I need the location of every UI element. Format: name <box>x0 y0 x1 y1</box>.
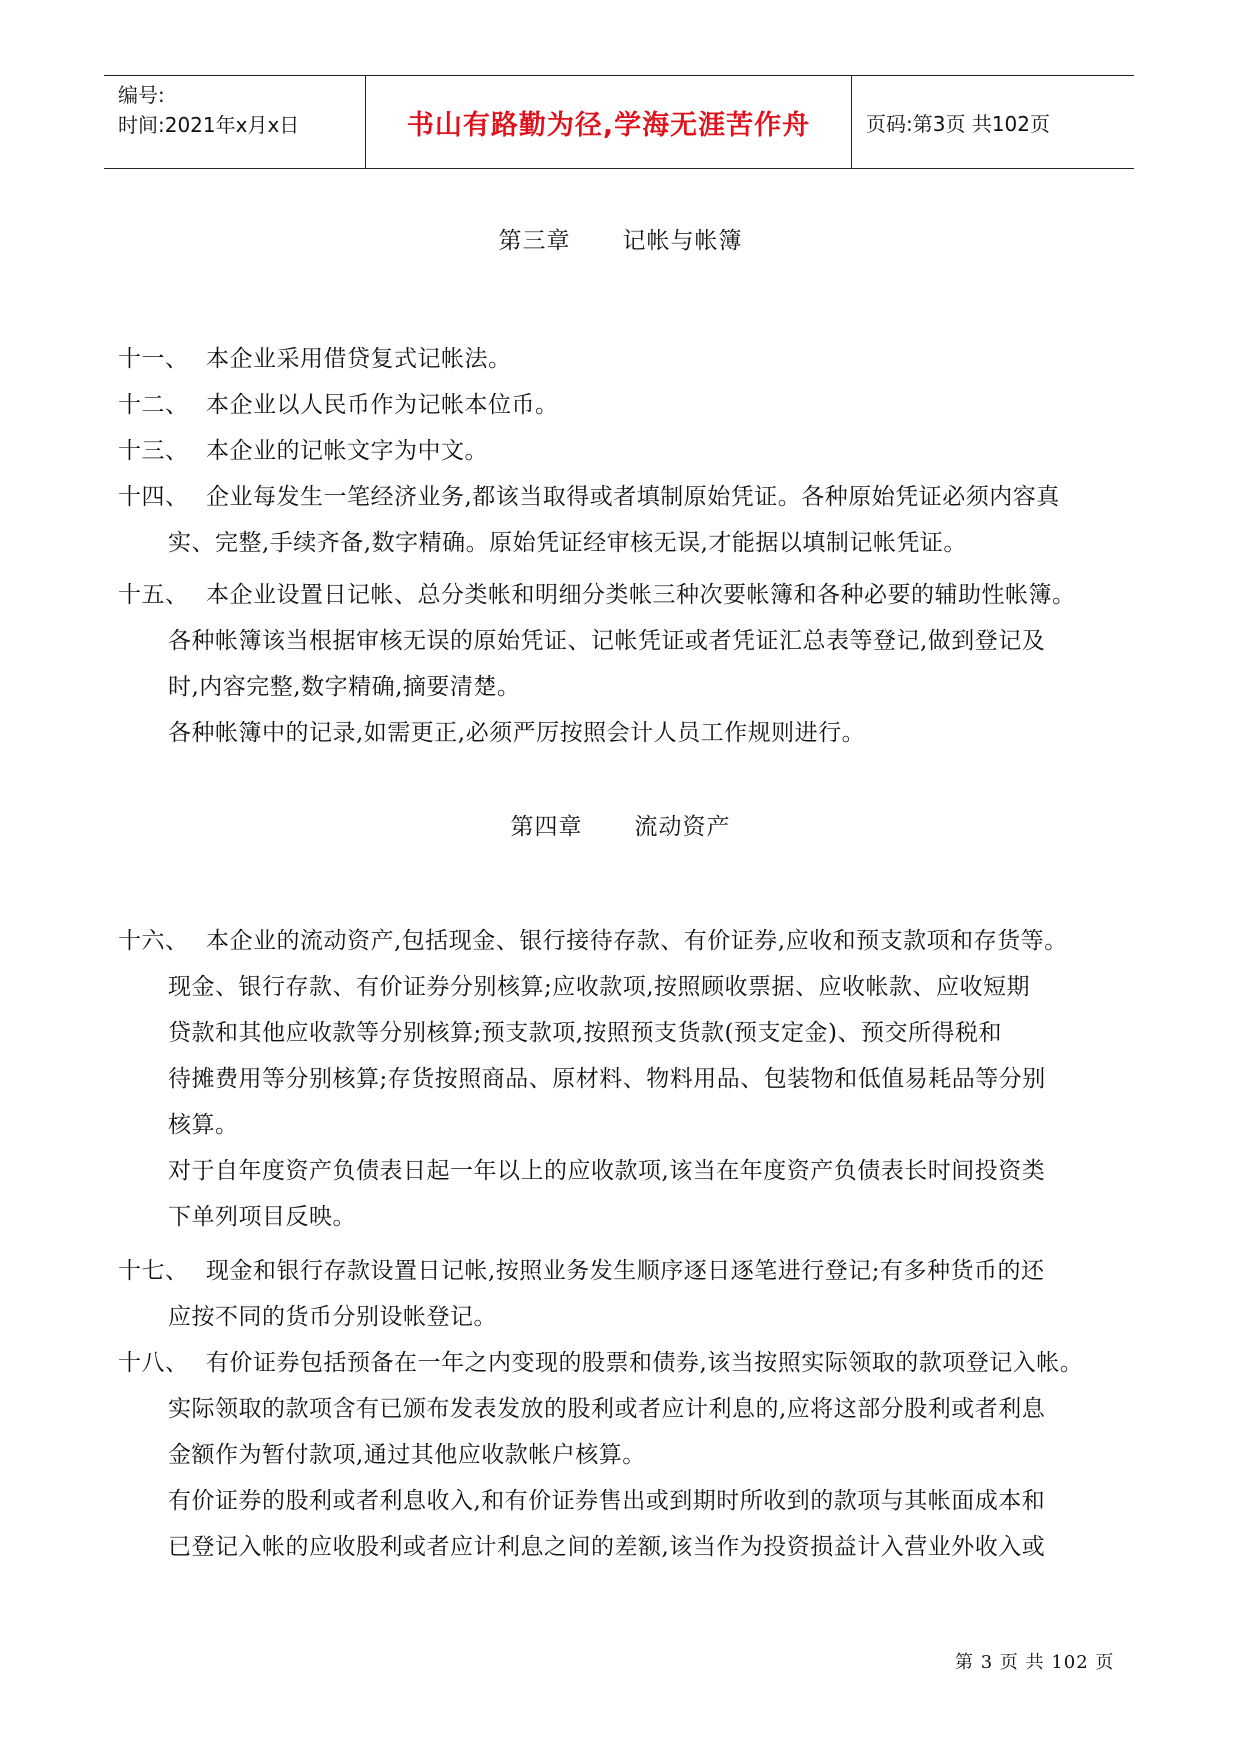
article-14 <box>118 474 1128 566</box>
article-11 <box>118 336 1128 382</box>
article-text: 核算。 <box>168 1112 239 1138</box>
article-text: 各种帐簿该当根据审核无误的原始凭证、记帐凭证或者凭证汇总表等登记,做到登记及 <box>168 628 1046 654</box>
article-15 <box>118 572 1128 756</box>
article-18 <box>118 1340 1128 1570</box>
article-number: 十七、 <box>118 1258 189 1284</box>
motto-text: 书山有路勤为径,学海无涯苦作舟 <box>406 109 811 141</box>
article-number: 十八、 <box>118 1350 189 1376</box>
article-text: 本企业设置日记帐、总分类帐和明细分类帐三种次要帐簿和各种必要的辅助性帐簿。 <box>206 582 1076 608</box>
article-number: 十一、 <box>118 346 189 372</box>
header-meta <box>104 76 366 168</box>
article-number: 十五、 <box>118 582 189 608</box>
article-number: 十二、 <box>118 392 189 418</box>
page-indicator: 页码:第3页 共102页 <box>866 111 1050 136</box>
article-text: 时,内容完整,数字精确,摘要清楚。 <box>168 674 521 700</box>
article-text: 对于自年度资产负债表日起一年以上的应收款项,该当在年度资产负债表长时间投资类 <box>168 1158 1046 1184</box>
article-text: 本企业采用借贷复式记帐法。 <box>206 346 512 372</box>
header-page-cell <box>852 76 1134 168</box>
article-text: 本企业的记帐文字为中文。 <box>206 438 488 464</box>
article-text: 企业每发生一笔经济业务,都该当取得或者填制原始凭证。各种原始凭证必须内容真 <box>206 484 1060 510</box>
chapter-three-number: 第三章 <box>498 228 571 254</box>
article-text: 下单列项目反映。 <box>168 1204 356 1230</box>
page-footer <box>955 1648 1114 1674</box>
article-text: 现金和银行存款设置日记帐,按照业务发生顺序逐日逐笔进行登记;有多种货币的还 <box>206 1258 1045 1284</box>
chapter-four-heading <box>0 808 1241 841</box>
article-text: 有价证券包括预备在一年之内变现的股票和债券,该当按照实际领取的款项登记入帐。 <box>206 1350 1084 1376</box>
document-number-label: 编号: <box>118 83 165 107</box>
article-17 <box>118 1248 1128 1340</box>
article-number: 十六、 <box>118 928 189 954</box>
article-12 <box>118 382 1128 428</box>
article-16 <box>118 918 1128 1240</box>
article-text: 已登记入帐的应收股利或者应计利息之间的差额,该当作为投资损益计入营业外收入或 <box>168 1534 1046 1560</box>
chapter-three-title: 记帐与帐簿 <box>622 228 743 254</box>
chapter-four-title: 流动资产 <box>634 814 731 840</box>
article-number: 十四、 <box>118 484 189 510</box>
article-text: 金额作为暂付款项,通过其他应收款帐户核算。 <box>168 1442 646 1468</box>
article-text: 待摊费用等分别核算;存货按照商品、原材料、物料用品、包装物和低值易耗品等分别 <box>168 1066 1046 1092</box>
article-text: 现金、银行存款、有价证券分别核算;应收款项,按照顾收票据、应收帐款、应收短期 <box>168 974 1031 1000</box>
chapter-three-heading <box>0 222 1241 255</box>
header-motto-cell <box>366 76 852 168</box>
article-text: 本企业以人民币作为记帐本位币。 <box>206 392 559 418</box>
article-text: 本企业的流动资产,包括现金、银行接待存款、有价证券,应收和预支款项和存货等。 <box>206 928 1068 954</box>
article-13 <box>118 428 1128 474</box>
page-header <box>104 75 1134 169</box>
chapter-four-number: 第四章 <box>510 814 583 840</box>
article-text: 实、完整,手续齐备,数字精确。原始凭证经审核无误,才能据以填制记帐凭证。 <box>168 530 967 556</box>
article-text: 各种帐簿中的记录,如需更正,必须严厉按照会计人员工作规则进行。 <box>168 720 866 746</box>
article-text: 应按不同的货币分别设帐登记。 <box>168 1304 497 1330</box>
document-time-label: 时间:2021年x月x日 <box>118 113 300 137</box>
article-text: 有价证券的股利或者利息收入,和有价证券售出或到期时所收到的款项与其帐面成本和 <box>168 1488 1046 1514</box>
footer-page-number: 第 3 页 共 102 页 <box>955 1652 1115 1673</box>
article-text: 贷款和其他应收款等分别核算;预支款项,按照预支货款(预支定金)、预交所得税和 <box>168 1020 1003 1046</box>
article-text: 实际领取的款项含有已颁布发表发放的股利或者应计利息的,应将这部分股利或者利息 <box>168 1396 1046 1422</box>
article-number: 十三、 <box>118 438 189 464</box>
